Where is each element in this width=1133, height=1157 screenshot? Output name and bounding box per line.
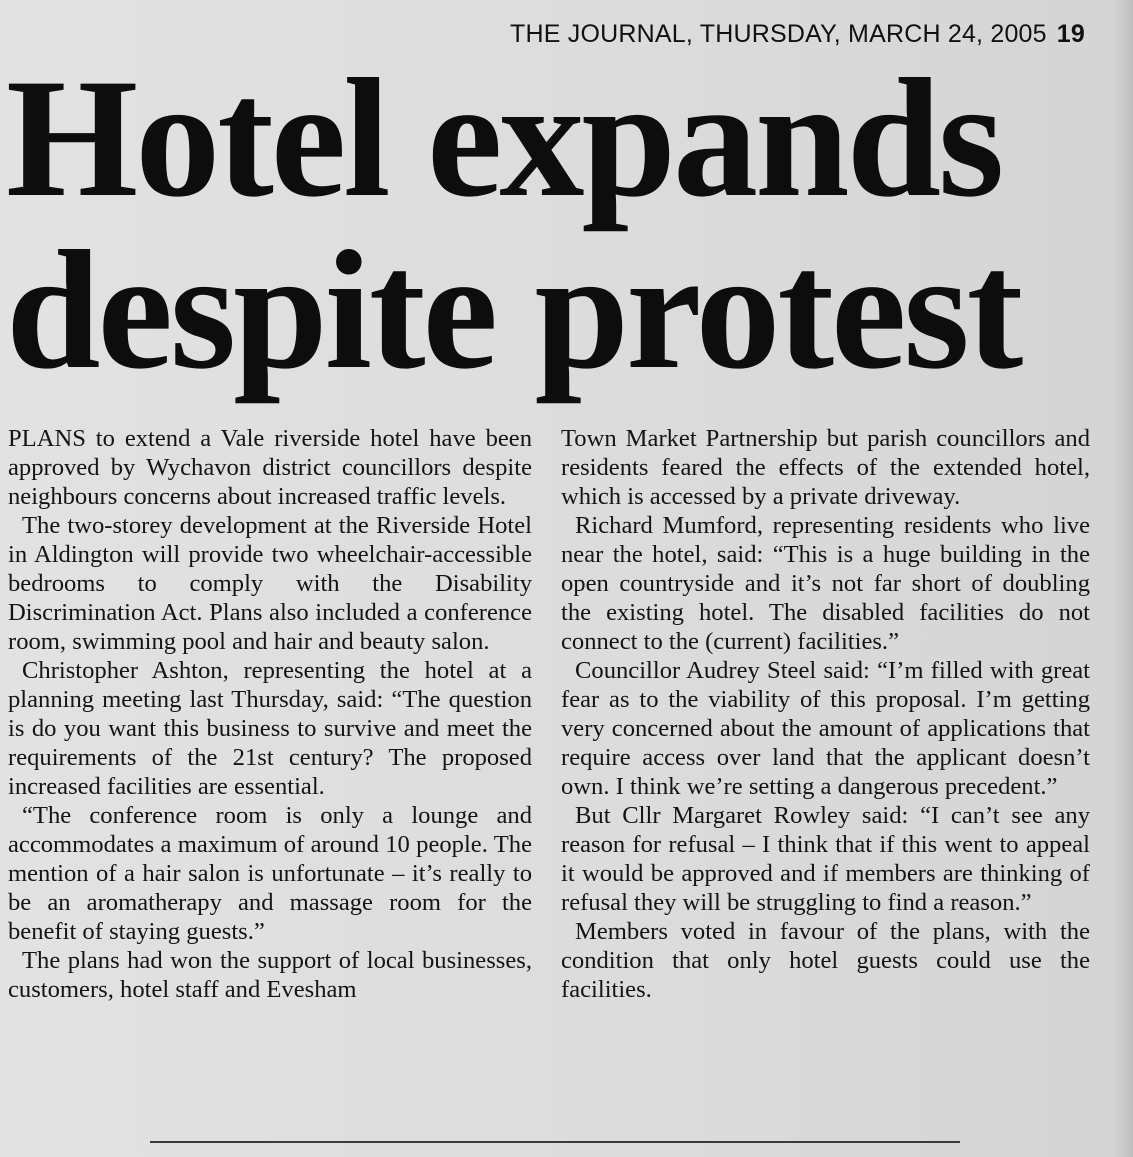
article-paragraph: Members voted in favour of the plans, with the condition that only hotel guests could use the facilities. [561, 918, 1090, 1003]
dateline-text: THE JOURNAL, THURSDAY, MARCH 24, 2005 [510, 20, 1047, 48]
bottom-rule [150, 1141, 960, 1143]
article-paragraph: The plans had won the support of local businesses, customers, hotel staff and Evesham [8, 947, 532, 1003]
headline-line-2: despite protest [6, 216, 1021, 404]
torn-edge [1111, 0, 1133, 1157]
article-paragraph: “The conference room is only a lounge and accommodates a maximum of around 10 people. The mention of a hair salon is unfortunate – it’s really to be an aromatherapy and massage room for the benefit of staying guests.” [8, 802, 532, 945]
article-paragraph: Councillor Audrey Steel said: “I’m filled with great fear as to the viability of this proposal. I’m getting very concerned about the amount of applications that require access over land that the applicant doesn’t own. I think we’re setting a dangerous precedent.” [561, 657, 1090, 800]
article-column-left [8, 424, 532, 1004]
headline [6, 44, 1106, 404]
article-paragraph: Christopher Ashton, representing the hotel at a planning meeting last Thursday, said: “The question is do you want this business to survive and meet the requirements of the 21st century? The proposed increased facilities are essential. [8, 657, 532, 800]
article-paragraph: The two-storey development at the Riverside Hotel in Aldington will provide two wheelchair-accessible bedrooms to comply with the Disability Discrimination Act. Plans also included a conference room, swimming pool and hair and beauty salon. [8, 512, 532, 655]
article-paragraph: But Cllr Margaret Rowley said: “I can’t see any reason for refusal – I think that if this went to appeal it would be approved and if members are thinking of refusal they will be struggling to find a reason.” [561, 802, 1090, 916]
headline-line-1: Hotel expands [6, 44, 1002, 232]
page-number: 19 [1056, 20, 1085, 48]
article-column-right [561, 424, 1090, 1004]
article-paragraph: Town Market Partnership but parish councillors and residents feared the effects of the extended hotel, which is accessed by a private driveway. [561, 425, 1090, 510]
article-paragraph: Richard Mumford, representing residents who live near the hotel, said: “This is a huge building in the open countryside and it’s not far short of doubling the existing hotel. The disabled facilities do not connect to the (current) facilities.” [561, 512, 1090, 655]
article-paragraph: PLANS to extend a Vale riverside hotel have been approved by Wychavon district councillors despite neighbours concerns about increased traffic levels. [8, 425, 532, 510]
